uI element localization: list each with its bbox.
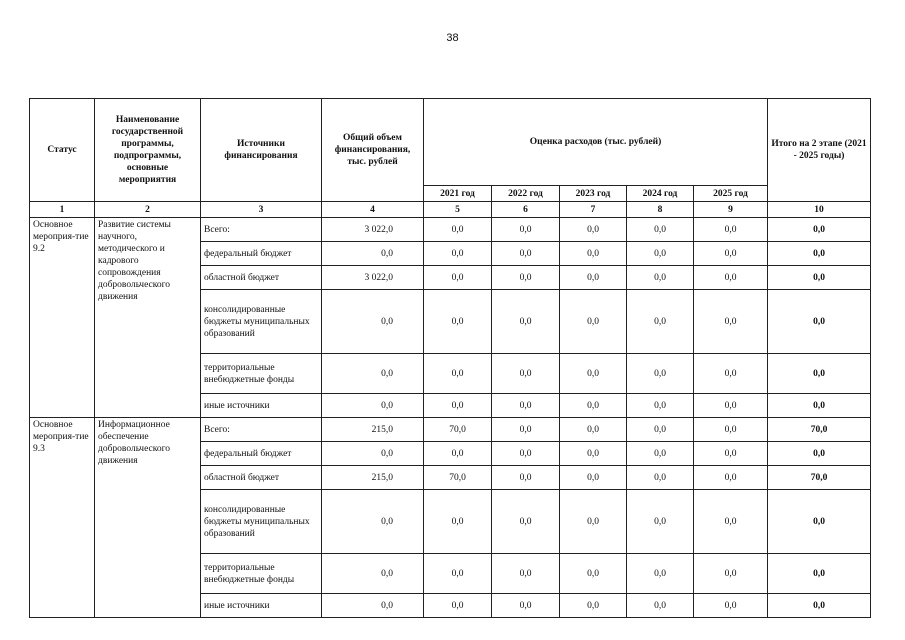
table-row [30,218,871,242]
total-cell: 215,0 [322,466,424,490]
column-number: 8 [627,202,694,218]
year-cell: 0,0 [627,554,694,594]
year-cell: 0,0 [627,442,694,466]
total-cell: 3 022,0 [322,266,424,290]
header-year: 2023 год [560,186,627,202]
year-cell: 0,0 [424,290,492,354]
year-cell: 0,0 [560,354,627,394]
source-cell: консолидированные бюджеты муниципальных образований [201,290,322,354]
year-cell: 0,0 [492,554,560,594]
year-cell: 0,0 [694,594,768,618]
year-cell: 0,0 [694,442,768,466]
year-cell: 0,0 [627,594,694,618]
year-cell: 0,0 [492,418,560,442]
year-cell: 0,0 [627,418,694,442]
year-cell: 0,0 [492,594,560,618]
header-year: 2024 год [627,186,694,202]
column-number: 2 [95,202,201,218]
year-cell: 0,0 [492,242,560,266]
source-cell: Всего: [201,218,322,242]
column-number-row [30,202,871,218]
year-cell: 0,0 [560,490,627,554]
year-cell: 0,0 [694,466,768,490]
table-row [30,418,871,442]
header-total: Общий объем финансирования, тыс. рублей [322,99,424,202]
source-cell: областной бюджет [201,266,322,290]
year-cell: 0,0 [492,490,560,554]
year-cell: 0,0 [694,490,768,554]
column-number: 7 [560,202,627,218]
total-cell: 215,0 [322,418,424,442]
year-cell: 0,0 [560,266,627,290]
source-cell: иные источники [201,394,322,418]
header-sources: Источники финансирования [201,99,322,202]
year-cell: 0,0 [492,466,560,490]
total-cell: 0,0 [322,490,424,554]
header-name: Наименование государственной программы, подпрограммы, основные мероприятия [95,99,201,202]
year-cell: 0,0 [560,418,627,442]
total-cell: 0,0 [322,442,424,466]
year-cell: 0,0 [424,594,492,618]
header-year: 2025 год [694,186,768,202]
source-cell: иные источники [201,594,322,618]
source-cell: территориальные внебюджетные фонды [201,554,322,594]
stage-total-cell: 0,0 [768,554,871,594]
event-name-cell: Информационное обеспечение добровольческого движения [95,418,201,618]
column-number: 6 [492,202,560,218]
year-cell: 0,0 [492,266,560,290]
year-cell: 0,0 [560,442,627,466]
year-cell: 0,0 [627,218,694,242]
year-cell: 0,0 [492,218,560,242]
year-cell: 0,0 [694,554,768,594]
year-cell: 0,0 [492,394,560,418]
stage-total-cell: 0,0 [768,394,871,418]
source-cell: территориальные внебюджетные фонды [201,354,322,394]
header-year: 2021 год [424,186,492,202]
stage-total-cell: 0,0 [768,218,871,242]
year-cell: 0,0 [560,242,627,266]
year-cell: 0,0 [694,290,768,354]
year-cell: 0,0 [424,242,492,266]
total-cell: 0,0 [322,394,424,418]
total-cell: 0,0 [322,594,424,618]
stage-total-cell: 70,0 [768,466,871,490]
header-stage-total: Итого на 2 этапе (2021 - 2025 годы) [768,99,871,202]
source-cell: областной бюджет [201,466,322,490]
year-cell: 0,0 [424,354,492,394]
event-name-cell: Развитие системы научного, методического и кадрового сопровождения добровольческого движения [95,218,201,418]
stage-total-cell: 0,0 [768,490,871,554]
column-number: 1 [30,202,95,218]
year-cell: 0,0 [627,490,694,554]
header-year: 2022 год [492,186,560,202]
year-cell: 0,0 [492,290,560,354]
source-cell: федеральный бюджет [201,442,322,466]
year-cell: 0,0 [492,442,560,466]
year-cell: 0,0 [694,218,768,242]
year-cell: 0,0 [627,394,694,418]
year-cell: 0,0 [424,394,492,418]
header-status: Статус [30,99,95,202]
total-cell: 0,0 [322,354,424,394]
stage-total-cell: 0,0 [768,266,871,290]
column-number: 5 [424,202,492,218]
financing-table [29,98,871,618]
year-cell: 0,0 [424,490,492,554]
stage-total-cell: 0,0 [768,290,871,354]
year-cell: 0,0 [560,594,627,618]
year-cell: 0,0 [627,242,694,266]
total-cell: 0,0 [322,554,424,594]
status-cell: Основное мероприя-тие 9.3 [30,418,95,618]
year-cell: 70,0 [424,418,492,442]
year-cell: 0,0 [560,218,627,242]
year-cell: 0,0 [627,290,694,354]
year-cell: 0,0 [560,290,627,354]
page-number: 38 [446,32,459,44]
year-cell: 70,0 [424,466,492,490]
status-cell: Основное мероприя-тие 9.2 [30,218,95,418]
column-number: 9 [694,202,768,218]
year-cell: 0,0 [627,466,694,490]
year-cell: 0,0 [627,266,694,290]
column-number: 10 [768,202,871,218]
year-cell: 0,0 [627,354,694,394]
column-number: 4 [322,202,424,218]
year-cell: 0,0 [694,418,768,442]
year-cell: 0,0 [424,554,492,594]
stage-total-cell: 0,0 [768,242,871,266]
header-estimate: Оценка расходов (тыс. рублей) [424,99,768,186]
stage-total-cell: 0,0 [768,442,871,466]
column-number: 3 [201,202,322,218]
year-cell: 0,0 [560,554,627,594]
stage-total-cell: 0,0 [768,354,871,394]
year-cell: 0,0 [694,394,768,418]
year-cell: 0,0 [560,466,627,490]
year-cell: 0,0 [424,218,492,242]
year-cell: 0,0 [424,266,492,290]
source-cell: Всего: [201,418,322,442]
stage-total-cell: 70,0 [768,418,871,442]
total-cell: 3 022,0 [322,218,424,242]
year-cell: 0,0 [424,442,492,466]
total-cell: 0,0 [322,290,424,354]
year-cell: 0,0 [694,354,768,394]
source-cell: консолидированные бюджеты муниципальных образований [201,490,322,554]
stage-total-cell: 0,0 [768,594,871,618]
year-cell: 0,0 [694,266,768,290]
year-cell: 0,0 [560,394,627,418]
source-cell: федеральный бюджет [201,242,322,266]
year-cell: 0,0 [694,242,768,266]
year-cell: 0,0 [492,354,560,394]
total-cell: 0,0 [322,242,424,266]
